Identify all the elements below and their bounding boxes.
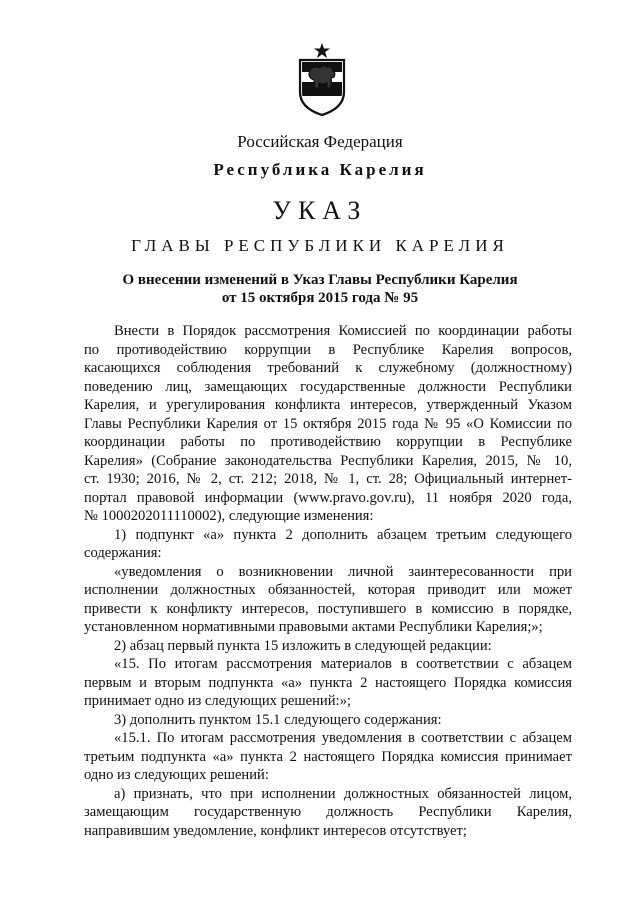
text-line: а) признать, что при исполнении должностных обязанностей лицом, [114,785,572,802]
text-line: по противодействию коррупции в Республике Карелия вопросов, [84,341,572,358]
text-line: замещающим государственную должность Республики Карелия, [84,804,572,820]
text-line: Главы Республики Карелия от 15 октября 2015 года № 95 «О Комиссии по [84,415,572,432]
country-name: Российская Федерация [237,132,403,151]
text-line: направившим уведомление, конфликт интересов отсутствует; [84,822,467,839]
text-line: ст. 1930; 2016, № 2, ст. 212; 2018, № 1, ст. 28; Официальный интернет- [84,471,572,487]
text-line: «уведомления о возникновении личной заинтересованности при [114,563,572,580]
paragraph-preamble [84,322,572,526]
text-line: третьим подпункта «а» пункта 2 настоящего Порядка комиссия принимает [84,748,572,765]
text-line: касающихся соблюдения требований к служебному (должностному) [84,360,572,376]
document-title-line-2: от 15 октября 2015 года № 95 [221,290,419,306]
document-issuer: ГЛАВЫ РЕСПУБЛИКИ КАРЕЛИЯ [131,236,509,255]
paragraph-quote-2 [84,655,572,711]
text-line: «15. По итогам рассмотрения материалов в соответствии с абзацем [114,656,572,672]
republic-name: Республика Карелия [213,160,427,179]
text-line: поведению лиц, замещающих государственные должности Республики [84,378,572,395]
paragraph-item-1 [84,526,572,563]
paragraph-item-3 [84,711,572,730]
karelia-coat-of-arms-icon [296,42,348,116]
document-type: УКАЗ [272,196,368,225]
text-line: привести к конфликту интересов, поступившего в комиссию в порядке, [84,600,572,617]
text-line: Карелия» (Собрание законодательства Республики Карелия, 2015, № 10, [84,452,572,469]
text-line: 1) подпункт «а» пункта 2 дополнить абзацем третьим следующего [114,526,572,543]
paragraph-quote-3 [84,729,572,785]
paragraph-item-2 [84,637,572,656]
text-line: содержания: [84,545,162,561]
paragraph-quote-1 [84,563,572,637]
text-line: принимает одно из следующих решений:»; [84,693,351,709]
text-line: установленном нормативными правовыми актами Республики Карелия;»; [84,619,543,635]
text-line: координации работы по противодействию коррупции в Республике [84,434,572,450]
document-body [84,322,572,840]
text-line: исполнении должностных обязанностей, которая приводит или может [84,582,572,598]
paragraph-subitem-a [84,785,572,841]
text-line: портал правовой информации (www.pravo.gov.ru), 11 ноября 2020 года, [84,489,572,506]
text-line: № 1000202011110002), следующие изменения: [84,508,374,524]
text-line: Карелия, и урегулирования конфликта интересов, утвержденный Указом [84,397,572,413]
text-line: «15.1. По итогам рассмотрения уведомления в соответствии с абзацем [114,730,572,746]
document-title-line-1: О внесении изменений в Указ Главы Республики Карелия [122,272,518,288]
text-line: 2) абзац первый пункта 15 изложить в следующей редакции: [114,637,492,654]
text-line: Внести в Порядок рассмотрения Комиссией по координации работы [114,323,572,339]
text-line: одно из следующих решений: [84,767,269,783]
text-line: 3) дополнить пунктом 15.1 следующего содержания: [114,711,442,728]
text-line: первым и вторым подпункта «а» пункта 2 настоящего Порядка комиссия [84,674,572,691]
